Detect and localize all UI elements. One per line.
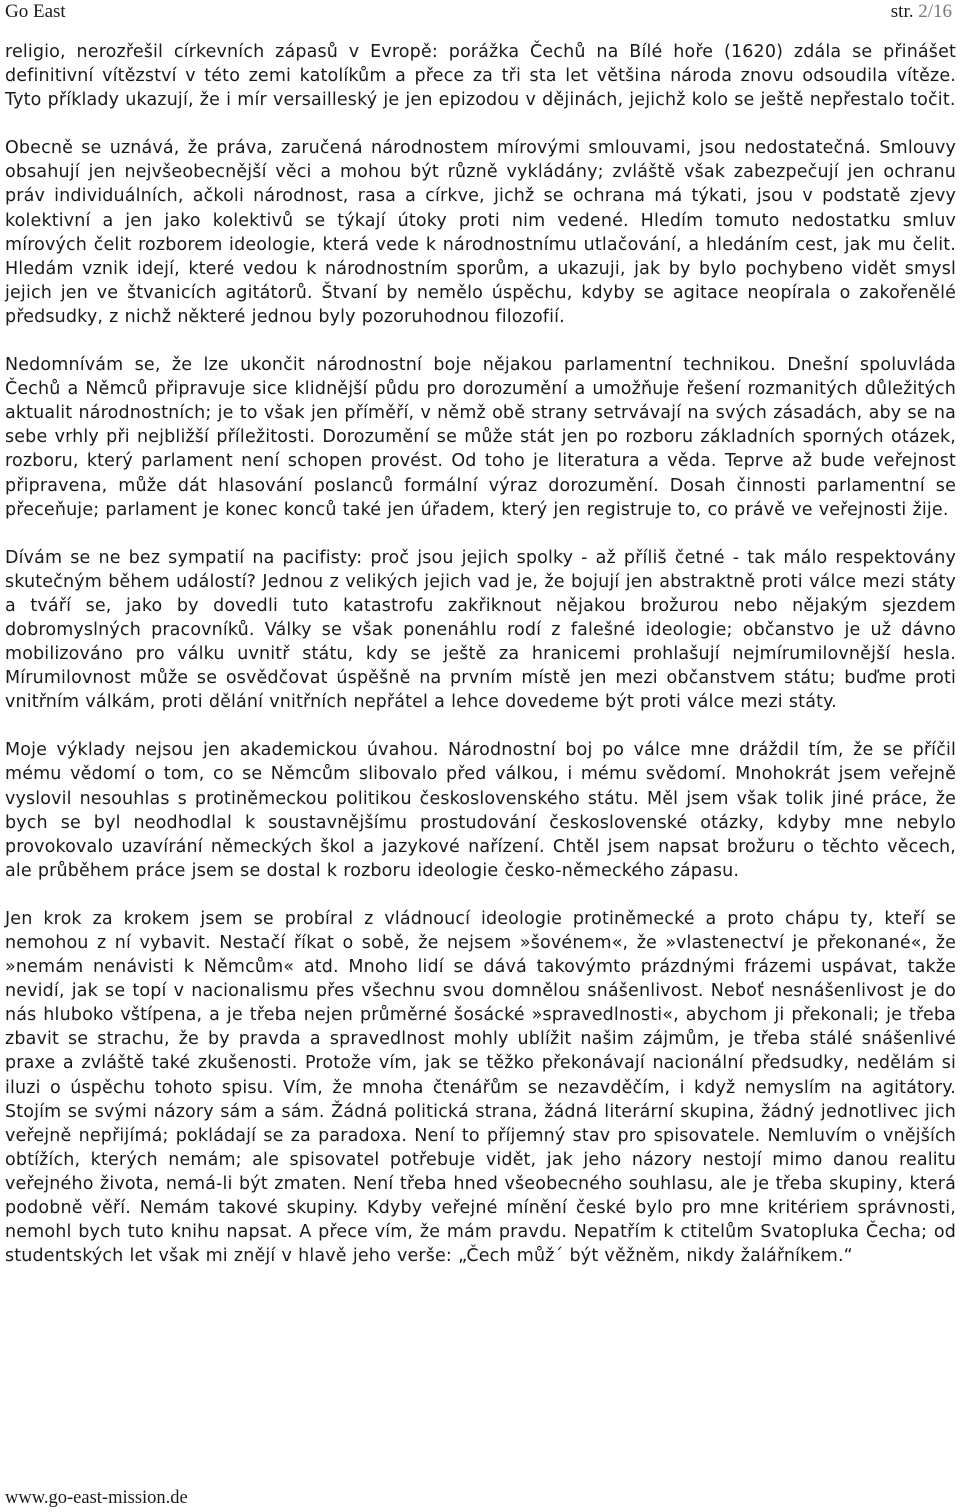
- page-indicator: [891, 0, 952, 24]
- document-body: [5, 40, 956, 1292]
- page-header: [5, 0, 952, 26]
- paragraph: Nedomnívám se, že lze ukončit národnostní boje nějakou parlamentní technikou. Dnešní spoluvláda Čechů a Němců připravuje sice klidnější půdu pro dorozumění a umožňuje řešení rozmanitých důležitých aktualit národnostních; je to však jen příměří, v němž obě strany setrvávají na svých zásadách, aby se na sebe vrhly při nejbližší příležitosti. Dorozumění se může stát jen po rozboru základních sporných otázek, rozboru, který parlament není schopen provést. Od toho je literatura a věda. Teprve až bude veřejnost připravena, může dát hlasování poslanců formální výraz dorozumění. Dosah činnosti parlamentní se přeceňuje; parlament je konec konců také jen úřadem, který jen registruje to, co právě ve veřejnosti žije.: [5, 355, 956, 520]
- paragraph: Obecně se uznává, že práva, zaručená národnostem mírovými smlouvami, jsou nedostatečná. Smlouvy obsahují jen nejvšeobecnější věci a mohou být různě vykládány; zvláště však zabezpečují jen ochranu práv individuálních, ačkoli národnost, rasa a církve, jichž se ochrana má týkati, jsou v podstatě zjevy kolektivní a jen jako kolektivů se týkají útoky proti nim vedené. Hledím tomuto nedostatku smluv mírových čelit rozborem ideologie, která vede k národnostnímu utlačování, a hledáním cest, jak mu čelit. Hledám vznik idejí, které vedou k národnostním sporům, a ukazuji, jak by bylo pochybeno vidět smysl jejich jen ve štvanicích agitátorů. Štvaní by nemělo úspěchu, kdyby se agitace neopírala o zakořenělé předsudky, z nichž některé jednou byly pozoruhodnou filozofií.: [5, 138, 956, 327]
- paragraph: Dívám se ne bez sympatií na pacifisty: proč jsou jejich spolky - až příliš četné - tak málo respektovány skutečným během událostí? Jednou z velikých jejich vad je, že bojují jen abstraktně proti válce mezi státy a tváří se, jako by dovedli tuto katastrofu zakřiknout nějakou brožurou nebo nějakým sjezdem dobromyslných pracovníků. Války se však ponenáhlu rodí z falešné ideologie; občanstvo je už dávno mobilizováno pro válku uvnitř státu, kdy se ještě za hranicemi prohlašují nejmírumilovnější hesla. Mírumilovnost může se osvědčovat úspěšně na prvním místě jen mezi občanstvem státu; buďme proti vnitřním válkám, proti dělání vnitřních nepřátel a lehce dovedeme být proti válce mezi státy.: [5, 547, 956, 713]
- page-number: 2/16: [918, 1, 952, 22]
- page-label: str.: [890, 1, 919, 22]
- paragraph: religio, nerozřešil církevních zápasů v Evropě: porážka Čechů na Bílé hoře (1620) zdála se přinášet definitivní vítězství v této zemi katolíkům a přece za tři sta let většina národa znovu odsoudila vítěze. Tyto příklady ukazují, že i mír versailleský je jen epizodou v dějinách, jejichž kolo se ještě nepřestalo točit.: [5, 42, 956, 111]
- header-title: Go East: [5, 1, 66, 22]
- paragraph: Moje výklady nejsou jen akademickou úvahou. Národnostní boj po válce mne dráždil tím, že se příčil mému vědomí o tom, co se Němcům slibovalo před válkou, i mému svědomí. Mnohokrát jsem veřejně vyslovil nesouhlas s protiněmeckou politikou československého státu. Měl jsem však tolik jiné práce, že bych se byl neodhodlal k soustavnějšímu prostudování československé otázky, kdyby mne nebylo provokovalo uzavírání německých škol a jazykové nařízení. Chtěl jsem napsat brožuru o těchto věcech, ale průběhem práce jsem se dostal k rozboru ideologie česko-německého zápasu.: [5, 740, 956, 881]
- paragraph: Jen krok za krokem jsem se probíral z vládnoucí ideologie protiněmecké a proto chápu ty, kteří se nemohou z ní vybavit. Nestačí říkat o sobě, že nejsem »šovénem«, že »vlastenectví je překonané«, že »nemám nenávisti k Němcům« atd. Mnoho lidí se dává takovýmto prázdnými frázemi uspávat, takže nevidí, jak se topí v nacionalismu přes všechnu svou domnělou snášenlivost. Neboť nesnášenlivost je do nás hluboko vštípena, a je třeba nejen průměrné šosácké »spravedlnosti«, abychom ji překonali; je třeba zbavit se strachu, že by pravda a spravedlnost mohly ublížit našim zájmům, je třeba stálé snášenlivé praxe a zvláště také zkušenosti. Protože vím, jak se těžko překonávají nacionální předsudky, nedělám si iluzi o úspěchu tohoto spisu. Vím, že mnoha čtenářům se nezavděčím, i když nemyslím na agitátory. Stojím se svými názory sám a sám. Žádná politická strana, žádná literární skupina, žádný jednotlivec jich veřejně nepřijímá; pokládají se za paradoxa. Není to příjemný stav pro spisovatele. Nemluvím o vnějších obtížích, kterých nemám; ale spisovatel potřebuje vidět, jak jeho názory nestojí mimo danou realitu veřejného života, nemá-li být zmaten. Není třeba hned všeobecného souhlasu, ale je třeba skupiny, která podobně věří. Nemám takové skupiny. Kdyby veřejné mínění české bylo pro mne kritériem správnosti, nemohl bych tuto knihu napsat. A přece vím, že mám pravdu. Nepatřím k ctitelům Svatopluka Čecha; od studentských let však mi znějí v hlavě jeho verše: „Čech můž´ být věžněm, nikdy žalářníkem.“: [5, 908, 956, 1267]
- footer-url: www.go-east-mission.de: [5, 1488, 188, 1508]
